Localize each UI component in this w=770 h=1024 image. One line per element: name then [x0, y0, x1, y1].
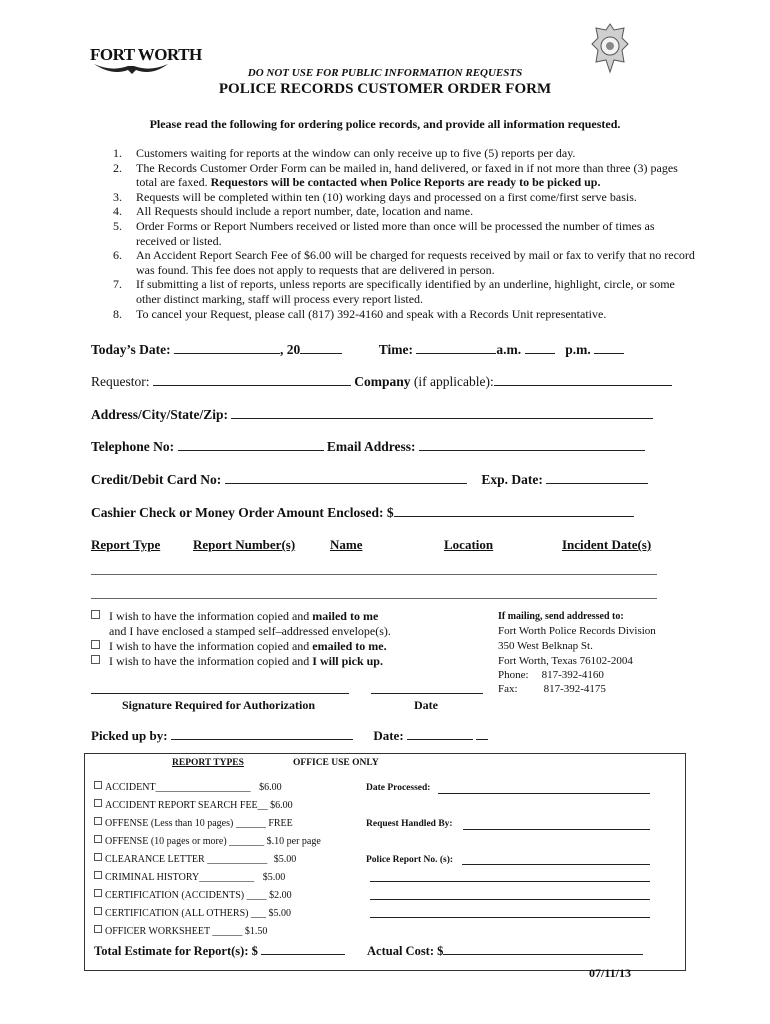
requestor-row: Requestor: Company (if applicable):	[91, 373, 672, 390]
total-estimate-input[interactable]	[261, 942, 345, 955]
col-location: Location	[444, 537, 494, 552]
mailing-fax: Fax: 817-392-4175	[498, 683, 606, 695]
address-row: Address/City/State/Zip:	[91, 406, 653, 423]
telephone-input[interactable]	[178, 438, 324, 451]
date-time-row: Today’s Date: , 20 Time: a.m. p.m.	[91, 341, 624, 358]
report-type-offense-large[interactable]: OFFENSE (10 pages or more) _______ $.10 per page	[94, 835, 321, 847]
company-input[interactable]	[494, 373, 672, 386]
amount-input[interactable]	[394, 504, 634, 517]
instruction-item: 3. Requests will be completed within ten (10) working days and processed on a first come/first serve basis.	[113, 189, 637, 204]
report-type-officer-worksheet[interactable]: OFFICER WORKSHEET ______ $1.50	[94, 925, 267, 937]
picked-up-input[interactable]	[171, 727, 353, 740]
picked-date-extra-input[interactable]	[476, 727, 488, 740]
report-entry-line[interactable]	[91, 598, 657, 599]
exp-date-input[interactable]	[546, 471, 648, 484]
actual-cost-input[interactable]	[443, 942, 643, 955]
instructions-list	[108, 146, 698, 321]
form-title: POLICE RECORDS CUSTOMER ORDER FORM	[218, 81, 552, 97]
signature-date-line[interactable]	[371, 693, 483, 694]
date-processed-label: Date Processed:	[366, 783, 431, 793]
mail-option[interactable]: I wish to have the information copied and mailed to me	[91, 609, 378, 624]
pm-input[interactable]	[594, 341, 624, 354]
checkbox[interactable]	[94, 799, 102, 807]
checkbox[interactable]	[91, 640, 100, 649]
mailing-heading: If mailing, send addressed to:	[498, 611, 624, 622]
signature-line[interactable]	[91, 693, 349, 694]
actual-cost-row: Actual Cost: $	[367, 942, 643, 959]
report-type-offense-small[interactable]: OFFENSE (Less than 10 pages) ______ FREE	[94, 817, 293, 829]
report-type-accident[interactable]: ACCIDENT___________________ $6.00	[94, 781, 282, 793]
report-type-cert-others[interactable]: CERTIFICATION (ALL OTHERS) ___ $5.00	[94, 907, 291, 919]
police-report-no-input-2[interactable]	[370, 881, 650, 882]
checkbox[interactable]	[91, 655, 100, 664]
instruction-item: 4. All Requests should include a report number, date, location and name.	[113, 204, 474, 219]
instruction-item: 6. An Accident Report Search Fee of $6.00 will be charged for requests received by mail or fax to verify that no record was found. This fee does not apply to requests that are delivered in person.	[113, 248, 695, 277]
fort-worth-logo: FORT WORTH	[90, 45, 202, 64]
checkbox[interactable]	[94, 835, 102, 843]
signature-label: Signature Required for Authorization	[122, 698, 316, 712]
instruction-item: 7. If submitting a list of reports, unless reports are specifically identified by an underline, highlight, circle, or some other distinct marking, staff will process every report listed.	[113, 277, 675, 306]
date-input[interactable]	[174, 341, 280, 354]
date-processed-input[interactable]	[438, 793, 650, 794]
card-row: Credit/Debit Card No: Exp. Date:	[91, 471, 648, 488]
report-type-clearance[interactable]: CLEARANCE LETTER ____________ $5.00	[94, 853, 296, 865]
report-type-criminal-history[interactable]: CRIMINAL HISTORY___________ $5.00	[94, 871, 285, 883]
col-report-number: Report Number(s)	[193, 537, 296, 552]
card-input[interactable]	[225, 471, 467, 484]
instruction-item: 1. Customers waiting for reports at the window can only receive up to five (5) reports per day.	[113, 146, 576, 160]
intro-text: Please read the following for ordering police records, and provide all information requested.	[149, 117, 621, 131]
picked-date-input[interactable]	[407, 727, 473, 740]
checkbox[interactable]	[94, 925, 102, 933]
col-incident-date: Incident Date(s)	[562, 537, 652, 552]
time-input[interactable]	[416, 341, 496, 354]
mailing-org: Fort Worth Police Records Division	[498, 625, 656, 637]
report-type-cert-accidents[interactable]: CERTIFICATION (ACCIDENTS) ____ $2.00	[94, 889, 292, 901]
picked-up-row: Picked up by: Date:	[91, 727, 488, 744]
total-estimate-row: Total Estimate for Report(s): $	[94, 942, 345, 959]
checkbox[interactable]	[91, 610, 100, 619]
signature-date-label: Date	[414, 698, 438, 712]
email-option[interactable]: I wish to have the information copied and emailed to me.	[91, 639, 387, 654]
notice-text: DO NOT USE FOR PUBLIC INFORMATION REQUESTS	[247, 67, 523, 79]
report-types-title: REPORT TYPES	[172, 758, 244, 768]
report-entry-line[interactable]	[91, 574, 657, 575]
checkbox[interactable]	[94, 889, 102, 897]
email-input[interactable]	[419, 438, 645, 451]
checkbox[interactable]	[94, 907, 102, 915]
request-handled-label: Request Handled By:	[366, 819, 453, 829]
col-name: Name	[330, 537, 363, 552]
report-type-search-fee[interactable]: ACCIDENT REPORT SEARCH FEE__ $6.00	[94, 799, 293, 811]
col-report-type: Report Type	[91, 537, 161, 552]
instruction-item: 8. To cancel your Request, please call (817) 392-4160 and speak with a Records Unit representative.	[113, 306, 607, 321]
office-use-title: OFFICE USE ONLY	[293, 758, 379, 768]
checkbox[interactable]	[94, 817, 102, 825]
mail-option-note: and I have enclosed a stamped self–addressed envelope(s).	[109, 624, 391, 638]
address-input[interactable]	[231, 406, 653, 419]
checkbox[interactable]	[94, 781, 102, 789]
instruction-item: 5. Order Forms or Report Numbers received or listed more than once will be processed the number of times as received or listed.	[113, 218, 655, 248]
police-report-no-label: Police Report No. (s):	[366, 855, 454, 865]
year-input[interactable]	[300, 341, 342, 354]
requestor-input[interactable]	[153, 373, 351, 386]
mailing-city: Fort Worth, Texas 76102-2004	[498, 655, 633, 667]
police-report-no-input-3[interactable]	[370, 899, 650, 900]
am-input[interactable]	[525, 341, 555, 354]
police-report-no-input[interactable]	[462, 864, 650, 865]
mailing-street: 350 West Belknap St.	[498, 640, 593, 652]
request-handled-input[interactable]	[463, 829, 650, 830]
telephone-row: Telephone No: Email Address:	[91, 438, 645, 455]
mailing-phone: Phone: 817-392-4160	[498, 669, 604, 681]
revision-date: 07/11/13	[589, 966, 632, 980]
checkbox[interactable]	[94, 853, 102, 861]
instruction-item: 2. The Records Customer Order Form can be mailed in, hand delivered, or faxed in if not more than three (3) pages total are faxed. Requestors will be contacted when Police Reports are ready to be picked up.	[113, 160, 678, 190]
pickup-option[interactable]: I wish to have the information copied and I will pick up.	[91, 654, 383, 669]
checkbox[interactable]	[94, 871, 102, 879]
cashier-row: Cashier Check or Money Order Amount Enclosed: $	[91, 504, 634, 521]
police-report-no-input-4[interactable]	[370, 917, 650, 918]
